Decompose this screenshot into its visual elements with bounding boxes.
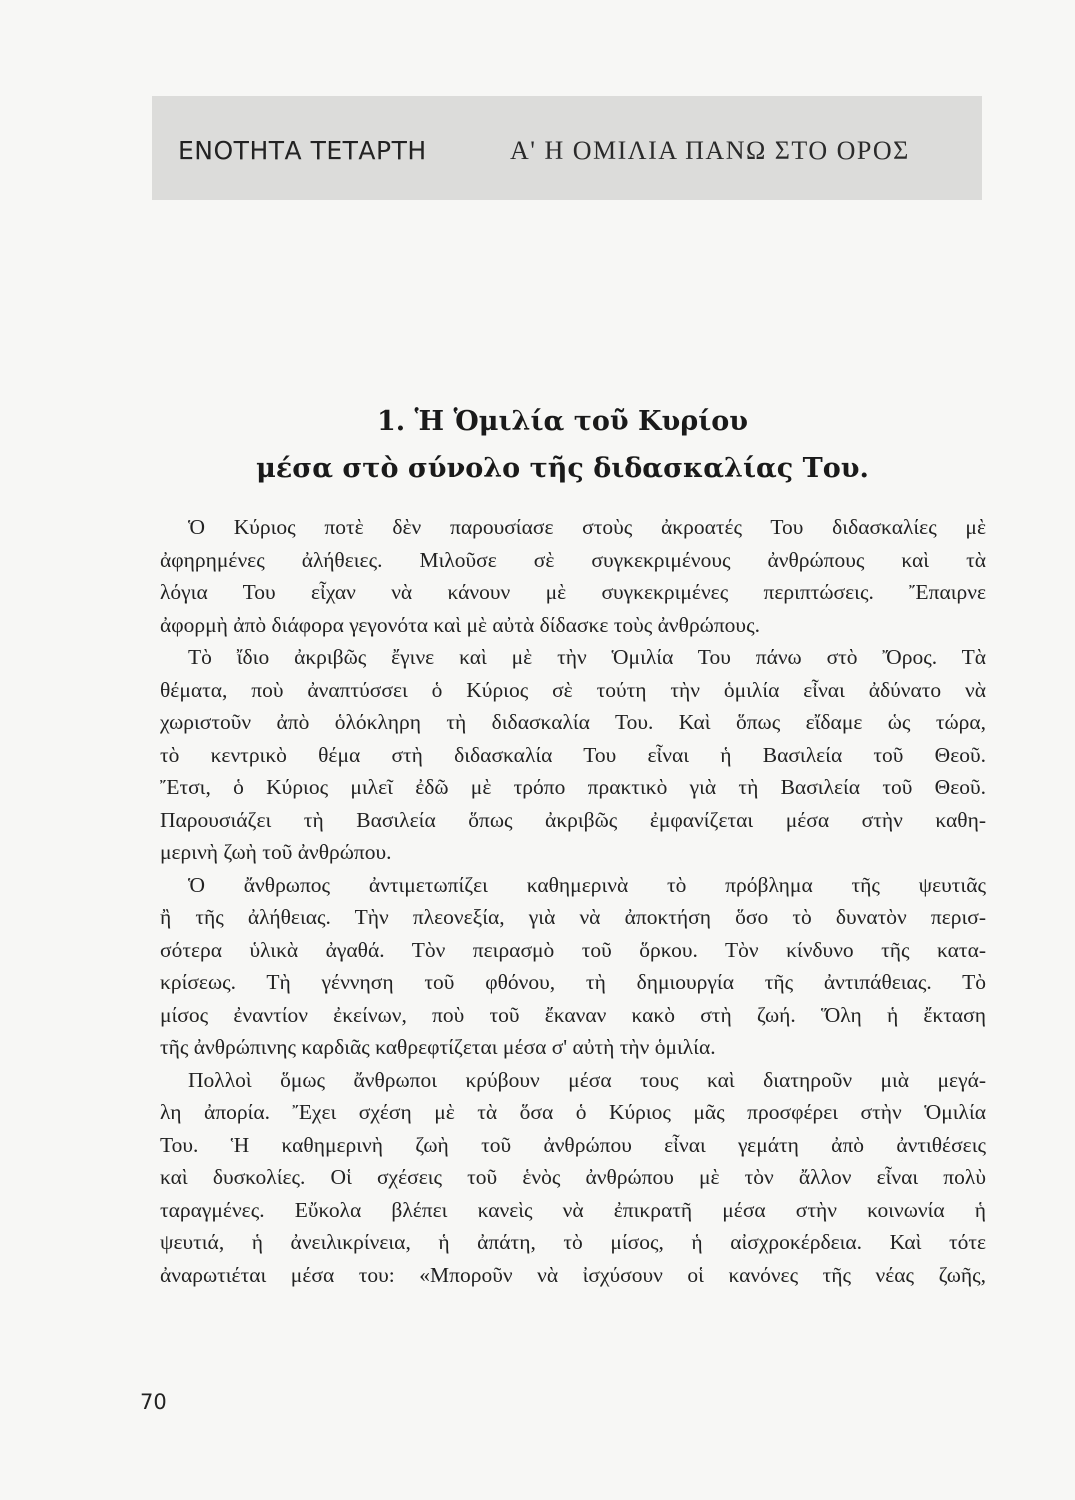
text-line: καὶ δυσκολίες. Οἱ σχέσεις τοῦ ἑνὸς ἀνθρώπου μὲ τὸν ἄλλον εἶναι πολὺ: [160, 1165, 986, 1189]
text-line: τῆς ἀνθρώπινης καρδιᾶς καθρεφτίζεται μέσα σ' αὐτὴ τὴν ὁμιλία.: [160, 1035, 716, 1059]
header-band: [152, 96, 982, 200]
text-line: Του. Ἡ καθημερινὴ ζωὴ τοῦ ἀνθρώπου εἶναι γεμάτη ἀπὸ ἀντιθέσεις: [160, 1132, 986, 1157]
text-line: μερινὴ ζωὴ τοῦ ἀνθρώπου.: [160, 840, 392, 864]
text-line: λη ἀπορία. Ἔχει σχέση μὲ τὰ ὅσα ὁ Κύριος μᾶς προσφέρει στὴν Ὁμιλία: [160, 1100, 986, 1124]
chapter-title-line-1: 1. Ἡ Ὁμιλία τοῦ Κυρίου: [376, 406, 749, 437]
text-line: ἀφορμὴ ἀπὸ διάφορα γεγονότα καὶ μὲ αὐτὰ δίδασκε τοὺς ἀνθρώπους.: [160, 612, 760, 637]
text-line: Πολλοὶ ὅμως ἄνθρωποι κρύβουν μέσα τους καὶ διατηροῦν μιὰ μεγά-: [188, 1067, 986, 1092]
text-line: τὸ κεντρικὸ θέμα στὴ διδασκαλία Του εἶναι ἡ Βασιλεία τοῦ Θεοῦ.: [160, 742, 986, 767]
body-text: [160, 511, 986, 1291]
text-line: ἢ τῆς ἀλήθειας. Τὴν πλεονεξία, γιὰ νὰ ἀποκτήση ὅσο τὸ δυνατὸν περισ-: [160, 905, 986, 929]
text-line: θέματα, ποὺ ἀναπτύσσει ὁ Κύριος σὲ τούτη τὴν ὁμιλία εἶναι ἀδύνατο νὰ: [160, 677, 986, 702]
text-line: Παρουσιάζει τὴ Βασιλεία ὅπως ἀκριβῶς ἐμφανίζεται μέσα στὴν καθη-: [160, 807, 986, 832]
page-number: 70: [140, 1390, 167, 1414]
text-line: ψευτιά, ἡ ἀνειλικρίνεια, ἡ ἀπάτη, τὸ μίσος, ἡ αἰσχροκέρδεια. Καὶ τότε: [160, 1230, 986, 1254]
unit-label: ΕΝΟΤΗΤΑ ΤΕΤΑΡΤΗ: [178, 136, 427, 165]
text-line: μίσος ἐναντίον ἐκείνων, ποὺ τοῦ ἔκαναν κακὸ στὴ ζωή. Ὅλη ἡ ἔκταση: [160, 1002, 986, 1027]
text-line: ἀναρωτιέται μέσα του: «Μποροῦν νὰ ἰσχύσουν οἱ κανόνες τῆς νέας ζωῆς,: [160, 1262, 986, 1287]
section-label: Α' Η ΟΜΙΛΙΑ ΠΑΝΩ ΣΤΟ ΟΡΟΣ: [510, 136, 910, 165]
text-line: Ὁ Κύριος ποτὲ δὲν παρουσίασε στοὺς ἀκροατές Του διδασκαλίες μὲ: [188, 515, 986, 539]
text-line: ταραγμένες. Εὔκολα βλέπει κανεὶς νὰ ἐπικρατῆ μέσα στὴν κοινωνία ἡ: [160, 1197, 986, 1222]
text-line: λόγια Του εἶχαν νὰ κάνουν μὲ συγκεκριμένες περιπτώσεις. Ἔπαιρνε: [160, 580, 986, 604]
chapter-title: [150, 398, 975, 492]
text-line: χωριστοῦν ἀπὸ ὁλόκληρη τὴ διδασκαλία Του. Καὶ ὅπως εἴδαμε ὡς τώρα,: [160, 710, 986, 734]
text-line: ἀφηρημένες ἀλήθειες. Μιλοῦσε σὲ συγκεκριμένους ἀνθρώπους καὶ τὰ: [160, 547, 986, 572]
text-line: Τὸ ἴδιο ἀκριβῶς ἔγινε καὶ μὲ τὴν Ὁμιλία Του πάνω στὸ Ὄρος. Τὰ: [188, 645, 986, 669]
chapter-title-line-2: μέσα στὸ σύνολο τῆς διδασκαλίας Του.: [256, 453, 869, 484]
text-line: Ὁ ἄνθρωπος ἀντιμετωπίζει καθημερινὰ τὸ πρόβλημα τῆς ψευτιᾶς: [188, 872, 986, 897]
text-line: σότερα ὑλικὰ ἀγαθά. Τὸν πειρασμὸ τοῦ ὅρκου. Τὸν κίνδυνο τῆς κατα-: [160, 937, 986, 962]
text-line: κρίσεως. Τὴ γέννηση τοῦ φθόνου, τὴ δημιουργία τῆς ἀντιπάθειας. Τὸ: [160, 970, 986, 994]
text-line: Ἔτσι, ὁ Κύριος μιλεῖ ἐδῶ μὲ τρόπο πρακτικὸ γιὰ τὴ Βασιλεία τοῦ Θεοῦ.: [160, 775, 986, 799]
